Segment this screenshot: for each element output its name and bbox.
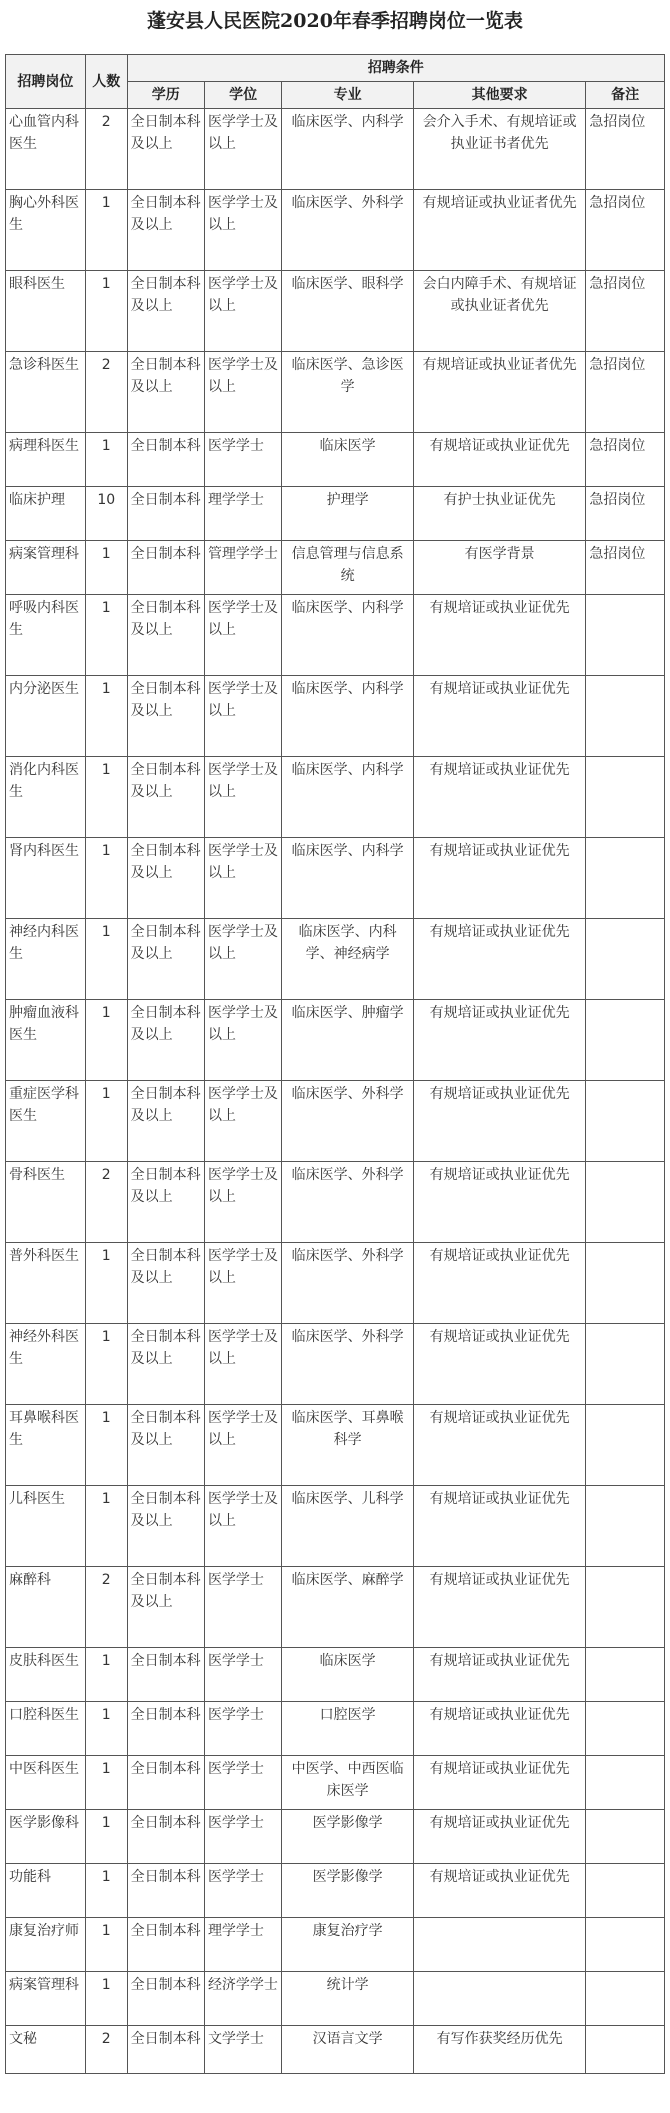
recruitment-table	[5, 54, 665, 2074]
cell-other: 有规培证或执业证优先	[414, 1324, 586, 1405]
cell-position: 胸心外科医生	[6, 190, 86, 271]
cell-count: 1	[85, 433, 127, 487]
cell-major: 临床医学、内科学	[282, 838, 414, 919]
cell-education: 全日制本科	[127, 433, 204, 487]
cell-education: 全日制本科	[127, 1864, 204, 1918]
cell-degree: 医学学士及以上	[204, 1324, 281, 1405]
table-row	[6, 1162, 665, 1243]
cell-note	[586, 1324, 665, 1405]
cell-education: 全日制本科及以上	[127, 109, 204, 190]
table-row	[6, 190, 665, 271]
cell-position: 麻醉科	[6, 1567, 86, 1648]
cell-education: 全日制本科及以上	[127, 1000, 204, 1081]
cell-education: 全日制本科	[127, 487, 204, 541]
table-row	[6, 1567, 665, 1648]
cell-education: 全日制本科及以上	[127, 271, 204, 352]
table-row	[6, 1702, 665, 1756]
cell-education: 全日制本科及以上	[127, 1324, 204, 1405]
cell-education: 全日制本科及以上	[127, 838, 204, 919]
table-row	[6, 487, 665, 541]
cell-count: 2	[85, 109, 127, 190]
cell-note	[586, 2026, 665, 2074]
cell-major: 康复治疗学	[282, 1918, 414, 1972]
cell-major: 临床医学	[282, 433, 414, 487]
header-count: 人数	[85, 55, 127, 109]
cell-other: 有规培证或执业证优先	[414, 433, 586, 487]
cell-major: 临床医学、耳鼻喉科学	[282, 1405, 414, 1486]
table-row	[6, 1324, 665, 1405]
cell-note: 急招岗位	[586, 271, 665, 352]
cell-position: 中医科医生	[6, 1756, 86, 1810]
cell-degree: 医学学士及以上	[204, 1162, 281, 1243]
cell-count: 1	[85, 1000, 127, 1081]
cell-note	[586, 1162, 665, 1243]
cell-major: 临床医学、麻醉学	[282, 1567, 414, 1648]
cell-education: 全日制本科及以上	[127, 919, 204, 1000]
table-row	[6, 757, 665, 838]
table-row	[6, 838, 665, 919]
cell-count: 10	[85, 487, 127, 541]
cell-position: 病理科医生	[6, 433, 86, 487]
cell-education: 全日制本科	[127, 1702, 204, 1756]
cell-degree: 医学学士及以上	[204, 1486, 281, 1567]
cell-major: 临床医学、内科学	[282, 757, 414, 838]
cell-position: 内分泌医生	[6, 676, 86, 757]
cell-note: 急招岗位	[586, 109, 665, 190]
cell-degree: 医学学士及以上	[204, 1243, 281, 1324]
cell-degree: 医学学士及以上	[204, 1405, 281, 1486]
cell-position: 重症医学科医生	[6, 1081, 86, 1162]
table-row	[6, 352, 665, 433]
cell-other: 有规培证或执业证优先	[414, 838, 586, 919]
cell-count: 1	[85, 676, 127, 757]
cell-position: 眼科医生	[6, 271, 86, 352]
cell-education: 全日制本科及以上	[127, 1486, 204, 1567]
cell-education: 全日制本科及以上	[127, 190, 204, 271]
cell-other: 有规培证或执业证优先	[414, 1486, 586, 1567]
cell-position: 心血管内科医生	[6, 109, 86, 190]
cell-other: 会介入手术、有规培证或执业证书者优先	[414, 109, 586, 190]
cell-degree: 医学学士及以上	[204, 757, 281, 838]
cell-major: 临床医学、外科学	[282, 190, 414, 271]
cell-degree: 医学学士	[204, 1756, 281, 1810]
cell-count: 1	[85, 595, 127, 676]
cell-note	[586, 838, 665, 919]
cell-education: 全日制本科及以上	[127, 676, 204, 757]
cell-note: 急招岗位	[586, 352, 665, 433]
cell-education: 全日制本科	[127, 1756, 204, 1810]
cell-degree: 管理学学士	[204, 541, 281, 595]
table-row	[6, 1243, 665, 1324]
cell-position: 肿瘤血液科医生	[6, 1000, 86, 1081]
cell-education: 全日制本科及以上	[127, 595, 204, 676]
cell-count: 1	[85, 1324, 127, 1405]
header-conditions: 招聘条件	[127, 55, 664, 82]
cell-count: 1	[85, 1864, 127, 1918]
cell-other	[414, 1972, 586, 2026]
cell-major: 临床医学、外科学	[282, 1324, 414, 1405]
cell-education: 全日制本科及以上	[127, 1405, 204, 1486]
table-row	[6, 919, 665, 1000]
cell-other: 有医学背景	[414, 541, 586, 595]
cell-major: 临床医学、儿科学	[282, 1486, 414, 1567]
cell-education: 全日制本科	[127, 541, 204, 595]
cell-note: 急招岗位	[586, 190, 665, 271]
cell-count: 2	[85, 2026, 127, 2074]
cell-degree: 医学学士及以上	[204, 676, 281, 757]
cell-note	[586, 1000, 665, 1081]
cell-position: 骨科医生	[6, 1162, 86, 1243]
cell-position: 肾内科医生	[6, 838, 86, 919]
cell-note	[586, 1405, 665, 1486]
cell-count: 2	[85, 1567, 127, 1648]
table-row	[6, 1864, 665, 1918]
cell-degree: 文学学士	[204, 2026, 281, 2074]
cell-major: 临床医学、外科学	[282, 1243, 414, 1324]
cell-other: 有规培证或执业证优先	[414, 919, 586, 1000]
cell-count: 1	[85, 541, 127, 595]
cell-count: 1	[85, 1702, 127, 1756]
cell-degree: 医学学士及以上	[204, 190, 281, 271]
table-row	[6, 1000, 665, 1081]
cell-degree: 医学学士及以上	[204, 109, 281, 190]
cell-degree: 医学学士	[204, 433, 281, 487]
cell-other: 有规培证或执业证优先	[414, 1648, 586, 1702]
cell-note	[586, 595, 665, 676]
cell-major: 临床医学、内科学、神经病学	[282, 919, 414, 1000]
cell-degree: 医学学士	[204, 1864, 281, 1918]
cell-count: 1	[85, 1918, 127, 1972]
cell-count: 1	[85, 838, 127, 919]
cell-count: 1	[85, 1648, 127, 1702]
cell-count: 2	[85, 352, 127, 433]
cell-degree: 医学学士及以上	[204, 271, 281, 352]
cell-degree: 经济学学士	[204, 1972, 281, 2026]
cell-note	[586, 1756, 665, 1810]
cell-other: 会白内障手术、有规培证或执业证者优先	[414, 271, 586, 352]
header-degree: 学位	[204, 82, 281, 109]
cell-position: 临床护理	[6, 487, 86, 541]
table-row	[6, 109, 665, 190]
cell-position: 普外科医生	[6, 1243, 86, 1324]
cell-other: 有规培证或执业证优先	[414, 757, 586, 838]
cell-count: 2	[85, 1162, 127, 1243]
cell-note	[586, 1486, 665, 1567]
cell-other: 有规培证或执业证优先	[414, 1000, 586, 1081]
header-education: 学历	[127, 82, 204, 109]
cell-degree: 医学学士	[204, 1702, 281, 1756]
cell-other	[414, 1918, 586, 1972]
cell-position: 功能科	[6, 1864, 86, 1918]
cell-major: 护理学	[282, 487, 414, 541]
cell-position: 病案管理科	[6, 541, 86, 595]
cell-major: 临床医学、急诊医学	[282, 352, 414, 433]
cell-major: 临床医学、内科学	[282, 676, 414, 757]
header-position: 招聘岗位	[6, 55, 86, 109]
table-row	[6, 433, 665, 487]
cell-education: 全日制本科及以上	[127, 1081, 204, 1162]
cell-other: 有规培证或执业证优先	[414, 1081, 586, 1162]
cell-other: 有规培证或执业证优先	[414, 1702, 586, 1756]
cell-other: 有写作获奖经历优先	[414, 2026, 586, 2074]
cell-education: 全日制本科及以上	[127, 352, 204, 433]
cell-degree: 医学学士及以上	[204, 352, 281, 433]
cell-major: 临床医学	[282, 1648, 414, 1702]
cell-count: 1	[85, 1810, 127, 1864]
cell-note	[586, 1864, 665, 1918]
table-row	[6, 1486, 665, 1567]
cell-other: 有规培证或执业证优先	[414, 1756, 586, 1810]
cell-other: 有规培证或执业证优先	[414, 1567, 586, 1648]
page-title: 蓬安县人民医院2020年春季招聘岗位一览表	[147, 10, 523, 32]
cell-note	[586, 1810, 665, 1864]
table-row	[6, 595, 665, 676]
cell-note	[586, 1972, 665, 2026]
cell-position: 神经内科医生	[6, 919, 86, 1000]
cell-other: 有规培证或执业证优先	[414, 1162, 586, 1243]
cell-other: 有规培证或执业证优先	[414, 595, 586, 676]
cell-note: 急招岗位	[586, 487, 665, 541]
cell-education: 全日制本科	[127, 2026, 204, 2074]
cell-note	[586, 1567, 665, 1648]
cell-major: 临床医学、内科学	[282, 109, 414, 190]
cell-education: 全日制本科及以上	[127, 757, 204, 838]
cell-education: 全日制本科	[127, 1918, 204, 1972]
table-row	[6, 1081, 665, 1162]
header-row-top	[6, 55, 665, 82]
cell-education: 全日制本科及以上	[127, 1243, 204, 1324]
cell-count: 1	[85, 1756, 127, 1810]
cell-other: 有规培证或执业证者优先	[414, 352, 586, 433]
cell-position: 消化内科医生	[6, 757, 86, 838]
cell-major: 医学影像学	[282, 1810, 414, 1864]
table-row	[6, 1756, 665, 1810]
table-row	[6, 1648, 665, 1702]
cell-position: 呼吸内科医生	[6, 595, 86, 676]
cell-count: 1	[85, 1243, 127, 1324]
cell-degree: 医学学士	[204, 1648, 281, 1702]
cell-degree: 医学学士及以上	[204, 1000, 281, 1081]
cell-major: 临床医学、眼科学	[282, 271, 414, 352]
cell-education: 全日制本科	[127, 1648, 204, 1702]
cell-major: 临床医学、外科学	[282, 1162, 414, 1243]
table-row	[6, 676, 665, 757]
cell-position: 口腔科医生	[6, 1702, 86, 1756]
cell-other: 有规培证或执业证优先	[414, 676, 586, 757]
table-row	[6, 271, 665, 352]
cell-major: 临床医学、内科学	[282, 595, 414, 676]
header-major: 专业	[282, 82, 414, 109]
cell-education: 全日制本科	[127, 1972, 204, 2026]
cell-major: 临床医学、外科学	[282, 1081, 414, 1162]
table-row	[6, 1918, 665, 1972]
cell-note	[586, 1702, 665, 1756]
cell-count: 1	[85, 190, 127, 271]
cell-position: 文秘	[6, 2026, 86, 2074]
cell-education: 全日制本科及以上	[127, 1162, 204, 1243]
cell-count: 1	[85, 1081, 127, 1162]
cell-count: 1	[85, 1972, 127, 2026]
cell-other: 有规培证或执业证优先	[414, 1405, 586, 1486]
table-row	[6, 541, 665, 595]
cell-major: 中医学、中西医临床医学	[282, 1756, 414, 1810]
cell-degree: 医学学士	[204, 1810, 281, 1864]
cell-other: 有规培证或执业证优先	[414, 1810, 586, 1864]
cell-position: 神经外科医生	[6, 1324, 86, 1405]
cell-note	[586, 676, 665, 757]
header-other: 其他要求	[414, 82, 586, 109]
cell-note	[586, 1648, 665, 1702]
cell-major: 汉语言文学	[282, 2026, 414, 2074]
cell-note	[586, 1243, 665, 1324]
cell-count: 1	[85, 919, 127, 1000]
cell-other: 有规培证或执业证优先	[414, 1243, 586, 1324]
cell-major: 口腔医学	[282, 1702, 414, 1756]
cell-major: 信息管理与信息系统	[282, 541, 414, 595]
cell-degree: 医学学士及以上	[204, 919, 281, 1000]
cell-degree: 理学学士	[204, 1918, 281, 1972]
cell-education: 全日制本科	[127, 1810, 204, 1864]
cell-position: 皮肤科医生	[6, 1648, 86, 1702]
table-row	[6, 1810, 665, 1864]
cell-count: 1	[85, 1486, 127, 1567]
cell-other: 有规培证或执业证优先	[414, 1864, 586, 1918]
cell-degree: 医学学士及以上	[204, 1081, 281, 1162]
cell-major: 临床医学、肿瘤学	[282, 1000, 414, 1081]
cell-note	[586, 757, 665, 838]
cell-note	[586, 919, 665, 1000]
header-note: 备注	[586, 82, 665, 109]
table-row	[6, 1405, 665, 1486]
cell-note: 急招岗位	[586, 433, 665, 487]
cell-degree: 医学学士及以上	[204, 595, 281, 676]
cell-position: 医学影像科	[6, 1810, 86, 1864]
cell-count: 1	[85, 757, 127, 838]
cell-position: 儿科医生	[6, 1486, 86, 1567]
cell-position: 康复治疗师	[6, 1918, 86, 1972]
cell-degree: 医学学士及以上	[204, 838, 281, 919]
cell-other: 有护士执业证优先	[414, 487, 586, 541]
cell-major: 医学影像学	[282, 1864, 414, 1918]
cell-count: 1	[85, 271, 127, 352]
cell-note	[586, 1081, 665, 1162]
table-row	[6, 1972, 665, 2026]
cell-education: 全日制本科及以上	[127, 1567, 204, 1648]
cell-position: 耳鼻喉科医生	[6, 1405, 86, 1486]
cell-position: 病案管理科	[6, 1972, 86, 2026]
cell-degree: 医学学士	[204, 1567, 281, 1648]
cell-note	[586, 1918, 665, 1972]
cell-position: 急诊科医生	[6, 352, 86, 433]
cell-count: 1	[85, 1405, 127, 1486]
cell-note: 急招岗位	[586, 541, 665, 595]
table-row	[6, 2026, 665, 2074]
cell-major: 统计学	[282, 1972, 414, 2026]
cell-other: 有规培证或执业证者优先	[414, 190, 586, 271]
cell-degree: 理学学士	[204, 487, 281, 541]
